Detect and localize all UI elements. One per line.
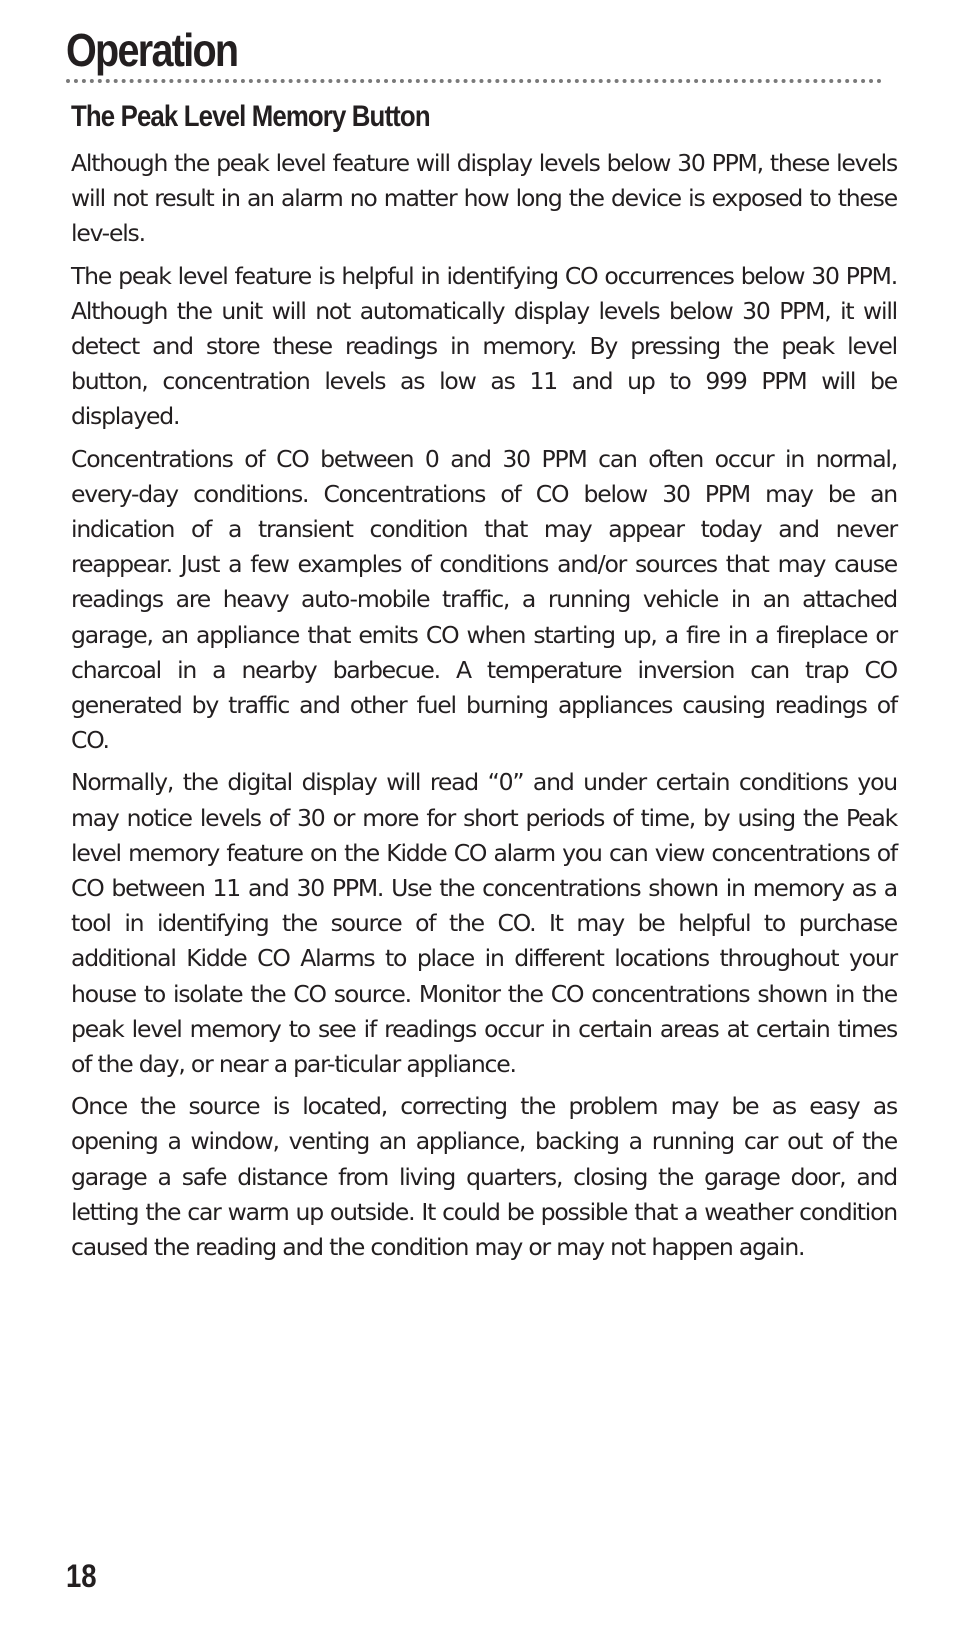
section-heading: The Peak Level Memory Button (71, 100, 430, 133)
paragraph-4: Normally, the digital display will read “0” and under certain conditions you may notice levels of 30 or more for short periods of time, by using the Peak level memory feature on the Kidde CO alarm you can view concentrations of CO between 11 and 30 PPM. Use the concentrations shown in memory as a tool in identifying the source of the CO. It may be helpful to purchase additional Kidde CO Alarms to place in different locations throughout your house to isolate the CO source. Monitor the CO concentrations shown in the peak level memory to see if readings occur in certain areas at certain times of the day, or near a par-ticular appliance. (71, 768, 897, 1079)
paragraph-3: Concentrations of CO between 0 and 30 PPM can often occur in normal, every-day conditions. Concentrations of CO below 30 PPM may be an indication of a transient condition that may appear today and never reappear. Just a few examples of conditions and/or sources that may cause readings are heavy auto-mobile traffic, a running vehicle in an attached garage, an appliance that emits CO when starting up, a fire in a fireplace or charcoal in a nearby barbecue. A temperature inversion can trap CO generated by traffic and other fuel burning appliances causing readings of CO. (71, 444, 897, 755)
paragraph-5: Once the source is located, correcting the problem may be as easy as opening a window, venting an appliance, backing a running car out of the garage a safe distance from living quarters, closing the garage door, and letting the car warm up outside. It could be possible that a weather condition caused the reading and the condition may or may not happen again. (71, 1092, 897, 1262)
paragraph-2: The peak level feature is helpful in identifying CO occurrences below 30 PPM. Although the unit will not automatically display levels below 30 PPM, it will detect and store these readings in memory. By pressing the peak level button, concentration levels as low as 11 and up to 999 PPM will be displayed. (71, 261, 897, 431)
page-title: Operation (66, 24, 238, 76)
dotted-divider (66, 79, 882, 83)
page-number: 18 (66, 1558, 97, 1594)
body-text (71, 146, 897, 1272)
paragraph-1: Although the peak level feature will display levels below 30 PPM, these levels will not result in an alarm no matter how long the device is exposed to these lev-els. (71, 149, 897, 248)
